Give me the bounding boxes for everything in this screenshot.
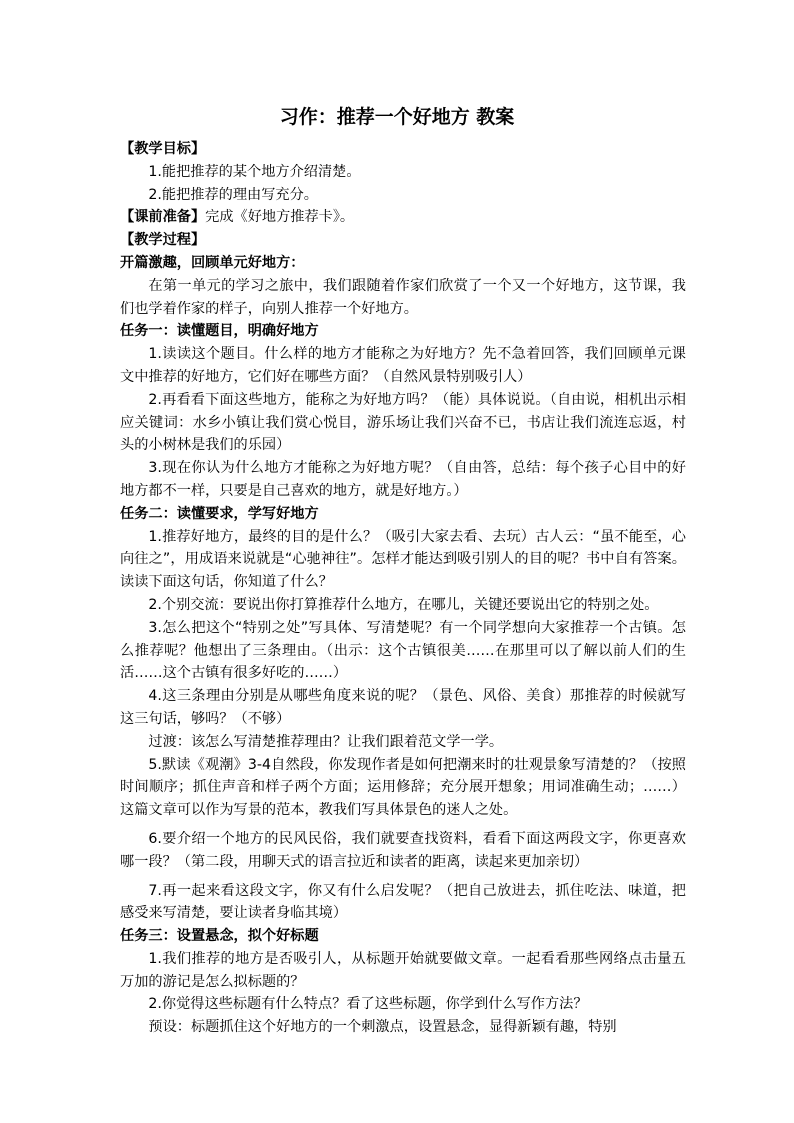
section-heading: 任务二：读懂要求，学写好地方 bbox=[120, 505, 319, 522]
body-paragraph: 5.默读《观潮》3-4自然段，你发现作者是如何把潮来时的壮观景象写清楚的？（按照时间顺序；抓住声音和样子两个方面；运用修辞；充分展开想象；用词准确生动；……）这篇文章可以作为写景的范本，教我们写具体景色的迷人之处。 bbox=[120, 756, 686, 819]
body-paragraph: 6.要介绍一个地方的民风民俗，我们就要查找资料，看看下面这两段文字，你更喜欢哪一段？（第二段，用聊天式的语言拉近和读者的距离，读起来更加亲切） bbox=[120, 830, 686, 870]
body-paragraph: 3.现在你认为什么地方才能称之为好地方呢？（自由答，总结：每个孩子心目中的好地方都不一样，只要是自己喜欢的地方，就是好地方。） bbox=[120, 460, 686, 499]
body-paragraph: 2.个别交流：要说出你打算推荐什么地方，在哪儿，关键还要说出它的特别之处。 bbox=[148, 596, 659, 613]
body-paragraph: 预设：标题抓住这个好地方的一个刺激点，设置悬念，显得新颖有趣，特别 bbox=[148, 1019, 617, 1036]
document-title: 习作：推荐一个好地方 教案 bbox=[279, 106, 515, 128]
body-paragraph: 4.这三条理由分别是从哪些角度来说的呢？（景色、风俗、美食）那推荐的时候就写这三句话，够吗？（不够） bbox=[120, 688, 686, 727]
body-paragraph: 7.再一起来看这段文字，你又有什么启发呢？（把自己放进去，抓住吃法、味道，把感受来写清楚，要让读者身临其境） bbox=[120, 882, 686, 922]
labeled-paragraph bbox=[120, 206, 686, 229]
body-paragraph: 2.再看看下面这些地方，能称之为好地方吗？（能）具体说说。（自由说，相机出示相应关键词：水乡小镇让我们赏心悦目，游乐场让我们兴奋不已，书店让我们流连忘返，村头的小树林是我们的乐园） bbox=[120, 391, 686, 454]
section-heading: 【教学过程】 bbox=[120, 232, 206, 249]
section-heading: 任务一：读懂题目，明确好地方 bbox=[120, 323, 319, 340]
paragraph-text: 完成《好地方推荐卡》。 bbox=[205, 209, 355, 226]
body-paragraph: 2.你觉得这些标题有什么特点？看了这些标题，你学到什么写作方法？ bbox=[148, 996, 588, 1013]
body-paragraph: 过渡：该怎么写清楚推荐理由？让我们跟着范文学一学。 bbox=[148, 733, 504, 750]
section-heading: 【教学目标】 bbox=[120, 141, 206, 157]
body-paragraph: 2.能把推荐的理由写充分。 bbox=[148, 186, 318, 203]
body-paragraph: 1.读读这个题目。什么样的地方才能称之为好地方？先不急着回答，我们回顾单元课文中推荐的好地方，它们好在哪些方面？（自然风景特别吸引人） bbox=[120, 346, 686, 385]
body-paragraph: 在第一单元的学习之旅中，我们跟随着作家们欣赏了一个又一个好地方，这节课，我们也学着作家的样子，向别人推荐一个好地方。 bbox=[120, 277, 686, 317]
section-heading: 开篇激趣，回顾单元好地方： bbox=[120, 254, 305, 271]
document-body bbox=[120, 138, 686, 1039]
body-paragraph: 3.怎么把这个“特别之处”写具体、写清楚呢？有一个同学想向大家推荐一个古镇。怎么推荐呢？他想出了三条理由。（出示：这个古镇很美……在那里可以了解以前人们的生活……这个古镇有很多好吃的……） bbox=[120, 619, 686, 682]
body-paragraph: 1.推荐好地方，最终的目的是什么？（吸引大家去看、去玩）古人云：“虽不能至，心向往之”，用成语来说就是“心驰神往”。怎样才能达到吸引别人的目的呢？书中自有答案。读读下面这句话，你知道了什么？ bbox=[120, 528, 686, 591]
body-paragraph: 1.我们推荐的地方是否吸引人，从标题开始就要做文章。一起看看那些网络点击量五万加的游记是怎么拟标题的？ bbox=[120, 950, 686, 990]
body-paragraph: 1.能把推荐的某个地方介绍清楚。 bbox=[148, 163, 361, 180]
section-heading: 任务三：设置悬念，拟个好标题 bbox=[120, 928, 319, 945]
paragraph-label: 【课前准备】 bbox=[120, 209, 206, 226]
